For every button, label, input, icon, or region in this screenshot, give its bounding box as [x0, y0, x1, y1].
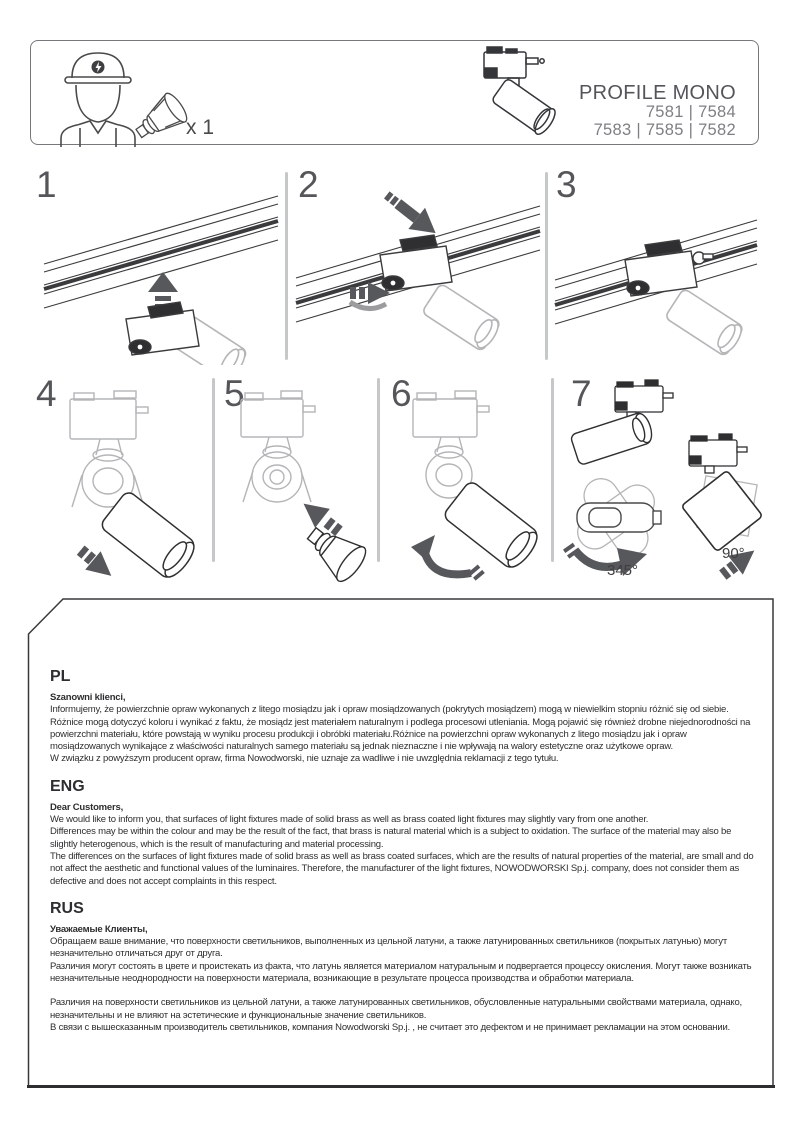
- step-5-diagram: [213, 383, 377, 588]
- step-2-diagram: [288, 178, 546, 370]
- paragraph: The differences on the surfaces of light fixtures made of solid brass as well as brass coated surfaces, which are the results of natural properties of the material, are small and do not affect the aesthetic and functional values of the luminaires. Therefore, the manufacturer of the light fixtures, NOWODWORSKI Sp.j. company, does not consider them as defective and does not accept complaints in this respect.: [50, 850, 754, 887]
- paragraph: W związku z powyższym producent opraw, firma Nowodworski, nie uznaje za wadliwe i nie uwzględnia reklamacji z tego tytułu.: [50, 753, 559, 765]
- paragraph: Различия на поверхности светильников из цельной латуни, а также латунированных светильников, обусловленные натуральными свойствами материала, однако, незначительны и не влияют на эстетические и функциональные значение светильников.: [50, 997, 742, 1021]
- product-title-block: [430, 83, 736, 139]
- greeting-rus: Уважаемые Клиенты,: [50, 923, 148, 935]
- step-7-number: 7: [571, 373, 592, 414]
- notice-section-rus: [50, 900, 756, 1034]
- step-1-diagram: [30, 188, 287, 365]
- paragraph: Differences may be within the colour and may be the result of the fact, that brass is natural material which is a subject to oxidation. The surface of the material may also be slightly heterogenous, which is the result of manufacturing and material processing.: [50, 826, 732, 850]
- paragraph: Różnice mogą dotyczyć koloru i wynikać z faktu, że mosiądz jest materiałem naturalnym i podlega procesowi utleniania. Mogą pojawić się również drobne niejednorodności na powierzchni materiału, które powstają w wyniku procesu produkcji i obróbki materiału.Różnice na powierzchni opraw wykonanych z litego mosiądzu jak i opraw mosiądzowanych wynikające z właściwości naturalnych samego materiału są jednak nieznaczne i nie wpływają na walory estetyczne oraz użytkowe opraw.: [50, 716, 751, 753]
- step-3-number: 3: [556, 164, 577, 205]
- step-3-diagram: [549, 178, 763, 370]
- section-code-pl: PL: [50, 668, 71, 685]
- step-5-number: 5: [224, 373, 245, 414]
- installer-icon: [56, 44, 140, 148]
- greeting-eng: Dear Customers,: [50, 801, 124, 813]
- paragraph: Обращаем ваше внимание, что поверхности светильников, выполненных из цельной латуни, а также латунированных светильников (покрытых латунью) могут незначительно отличаться друг от друга.: [50, 936, 727, 960]
- section-code-rus: RUS: [50, 899, 84, 917]
- section-code-eng: ENG: [50, 777, 85, 795]
- step-1-number: 1: [36, 164, 57, 205]
- step-4-number: 4: [36, 373, 57, 414]
- step-6-diagram: [379, 383, 551, 588]
- rotation-angle-label: 345°: [607, 562, 639, 579]
- step-6-number: 6: [391, 373, 412, 414]
- product-title: PROFILE MONO: [579, 82, 736, 104]
- product-models-line1: 7581 | 7584: [645, 103, 736, 121]
- product-models-line2: 7583 | 7585 | 7582: [593, 121, 736, 139]
- notice-content: [50, 668, 756, 1046]
- notice-section-eng: [50, 778, 756, 888]
- paragraph: We would like to inform you, that surfaces of light fixtures made of solid brass as well as brass coated light fixtures may slightly vary from one another.: [50, 814, 649, 826]
- paragraph: Informujemy, że powierzchnie opraw wykonanych z litego mosiądzu jak i opraw mosiądzowanych (pokrytych mosiądzem) mogą w niewielkim stopniu różnić się od siebie.: [50, 704, 729, 716]
- paragraph: В связи с вышесказанным производитель светильников, компания Nowodworski Sp.j. , не считает это дефектом и не принимает рекламации на этом основании.: [50, 1021, 731, 1033]
- greeting-pl: Szanowni klienci,: [50, 692, 126, 703]
- tilt-angle-label: 90°: [722, 545, 745, 562]
- bulb-count-label: x 1: [186, 116, 215, 139]
- step-4-diagram: [30, 383, 212, 588]
- notice-section-pl: [50, 668, 756, 766]
- step-2-number: 2: [298, 164, 319, 205]
- paragraph: Различия могут состоять в цвете и проистекать из факта, что латунь является материалом натуральным и подвергается процессу окисления. Могут также возникать незначительные неоднородности на поверхности материала, возникающие в результате процесса производства и обработки материала.: [50, 960, 752, 985]
